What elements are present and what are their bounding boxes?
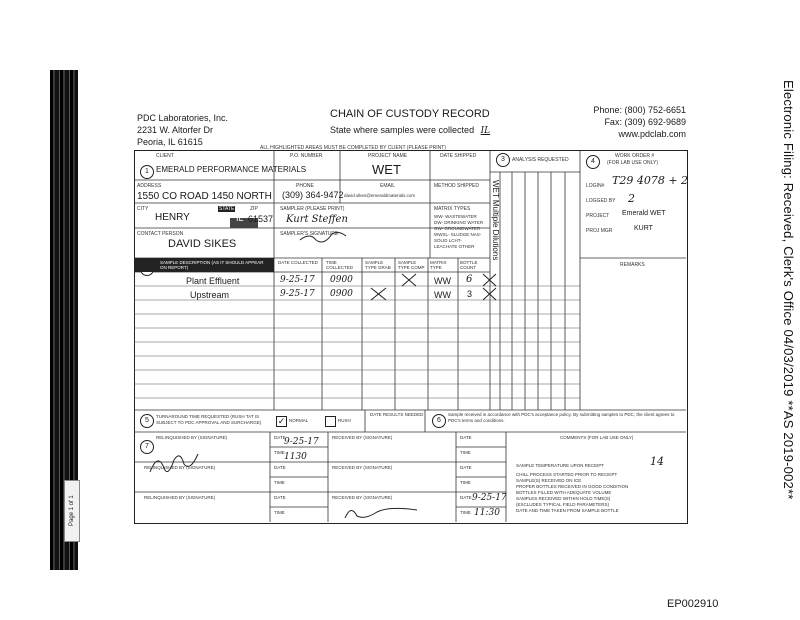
project-label: PROJECT NAME <box>368 153 408 159</box>
section-number: 4 <box>586 155 600 169</box>
sampler-label: SAMPLER (PLEASE PRINT) <box>280 206 345 212</box>
client-state: IL <box>236 213 244 223</box>
client-label: CLIENT <box>156 153 174 159</box>
lab-web: www.pdclab.com <box>618 129 686 139</box>
contact-label: CONTACT PERSON <box>137 231 184 237</box>
lab-project-value: Emerald WET <box>622 210 666 217</box>
proj-mgr-value: KURT <box>634 225 653 232</box>
po-label: P.O. NUMBER <box>290 153 323 159</box>
client-name: EMERALD PERFORMANCE MATERIALS <box>156 165 307 174</box>
date-label-1: DATE <box>274 435 286 440</box>
row2-bottle: 3 <box>467 289 473 299</box>
receipt-checks <box>516 472 666 514</box>
lab-use-only-label: (FOR LAB USE ONLY) <box>607 160 659 166</box>
state-label: STATE <box>219 206 235 212</box>
method-shipped-label: METHOD SHIPPED <box>434 183 480 189</box>
client-contact: DAVID SIKES <box>168 238 237 250</box>
electronic-filing-stamp: Electronic Filing: Received, Clerk's Office 04/03/2019 **AS 2019-002** <box>781 80 796 500</box>
client-email: david.sikes@emeraldmaterials.com <box>344 193 416 198</box>
zip-label: ZIP <box>250 206 258 212</box>
rx-time-label-3: TIME <box>460 510 471 515</box>
time-label-2: TIME <box>274 480 285 485</box>
rx-date-label-3: DATE <box>460 495 472 500</box>
time-header: TIME COLLECTED <box>326 260 354 270</box>
state-value: IL <box>480 126 491 136</box>
receipt-check-item: SAMPLE(S) RECEIVED ON ICE <box>516 478 582 483</box>
form-title: CHAIN OF CUSTODY RECORD <box>330 108 490 120</box>
time-label-3: TIME <box>274 510 285 515</box>
logged-by-value: 2 <box>628 192 635 205</box>
matrix-types-label: MATRIX TYPES <box>434 206 471 212</box>
date-results-label: DATE RESULTS NEEDED <box>370 412 424 417</box>
sampler-name: Kurt Steffen <box>286 214 348 225</box>
comp-header: SAMPLE TYPE COMP <box>398 260 425 270</box>
row1-date: 9-25-17 <box>280 275 315 285</box>
date-header: DATE COLLECTED <box>278 260 318 265</box>
rx-date-value-3: 9-25-17 <box>472 493 507 503</box>
relinquished-by-label-1: RELINQUISHED BY (SIGNATURE) <box>156 435 228 440</box>
receipt-check-item: (EXCLUDES TYPICAL FIELD PARAMETERS) <box>516 502 609 507</box>
received-by-label-2: RECEIVED BY (SIGNATURE) <box>332 465 393 470</box>
row2-desc: Upstream <box>190 290 230 300</box>
matrix-header: MATRIX TYPE <box>430 260 447 270</box>
work-order-label: WORK ORDER # <box>615 153 655 159</box>
login-number: T29 4078 + 2 <box>612 174 689 187</box>
temp-label: SAMPLE TEMPERATURE UPON RECEIPT <box>516 463 605 468</box>
section-number: 3 <box>496 153 510 167</box>
instructions-line: ALL HIGHLIGHTED AREAS MUST BE COMPLETED BY CLIENT (PLEASE PRINT) <box>260 145 446 151</box>
row1-time: 0900 <box>330 275 353 285</box>
receipt-check-item: PROPER BOTTLES RECEIVED IN GOOD CONDITION <box>516 484 629 489</box>
client-phone: (309) 364-9472 <box>282 190 344 200</box>
lab-name: PDC Laboratories, Inc. <box>137 113 229 123</box>
relinquished-by-label-2: RELINQUISHED BY (SIGNATURE) <box>144 465 216 470</box>
time-value-1: 1130 <box>284 452 307 462</box>
grab-header: SAMPLE TYPE GRAB <box>365 260 391 270</box>
email-label: EMAIL <box>380 183 396 189</box>
rx-time-label-2: TIME <box>460 480 471 485</box>
rush-label: RUSH <box>338 418 351 423</box>
client-city: HENRY <box>155 212 190 223</box>
bates-number: EP002910 <box>667 598 719 610</box>
client-zip: 61537 <box>248 214 274 224</box>
page-tag: Page 1 of 1 <box>64 480 80 542</box>
comments-label: COMMENTS (FOR LAB USE ONLY) <box>560 435 634 440</box>
wet-dilutions-label: WET Multiple Dilutions <box>491 180 500 261</box>
normal-label: NORMAL <box>289 418 309 423</box>
lab-project-label: PROJECT <box>586 213 610 219</box>
bottle-header: BOTTLE COUNT <box>460 260 478 270</box>
section-number: 7 <box>140 440 154 454</box>
address-label: ADDRESS <box>137 183 162 189</box>
receipt-check-item: SAMPLES RECEIVED WITHIN HOLD TIME(S) <box>516 496 611 501</box>
lab-street: 2231 W. Altorfer Dr <box>137 125 214 135</box>
row1-desc: Plant Effluent <box>186 276 240 286</box>
analysis-requested-label: ANALYSIS REQUESTED <box>512 157 569 163</box>
acceptance-note: Sample received in accordance with PDC's acceptance policy. By submitting samples to PDC, the client agrees to PDC's terms and conditions. <box>448 412 675 423</box>
section-number: 6 <box>432 414 446 428</box>
login-label: LOGIN# <box>586 183 605 189</box>
rx-time-value-3: 11:30 <box>474 508 500 518</box>
receipt-check-item: CHILL PROCESS STARTED PRIOR TO RECEIPT <box>516 472 618 477</box>
receipt-check-item: BOTTLES FILLED WITH ADEQUATE VOLUME <box>516 490 612 495</box>
relinquished-by-label-3: RELINQUISHED BY (SIGNATURE) <box>144 495 216 500</box>
date-shipped-label: DATE SHIPPED <box>440 153 477 159</box>
lab-phone: Phone: (800) 752-6651 <box>593 105 686 115</box>
lab-city: Peoria, IL 61615 <box>137 137 203 147</box>
sampler-signature-label: SAMPLER'S SIGNATURE <box>280 231 339 237</box>
section-number: 1 <box>140 165 154 179</box>
state-line-label: State where samples were collected <box>330 125 475 135</box>
proj-mgr-label: PROJ MGR <box>586 228 613 234</box>
row2-matrix: WW <box>434 290 451 300</box>
turnaround-text: TURNAROUND TIME REQUESTED (RUSH TAT IS SUBJECT TO PDC APPROVAL AND SURCHARGE) <box>156 414 262 425</box>
matrix-types-list: WW- WASTEWATER DW- DRINKING WATER GW- GROUNDWATER WWSL- SLUDGE NAS- SOLID LCHT- LEACHATE OTHER <box>434 214 484 249</box>
rx-date-label-1: DATE <box>460 435 472 440</box>
normal-checkbox[interactable]: ✓ <box>277 416 286 426</box>
rush-checkbox[interactable] <box>325 416 336 427</box>
row1-bottle: 6 <box>466 274 473 285</box>
received-by-label-3: RECEIVED BY (SIGNATURE) <box>332 495 393 500</box>
time-label-1: TIME <box>274 450 285 455</box>
section-number: 5 <box>140 414 154 428</box>
phone-label: PHONE <box>296 183 314 189</box>
temp-value: 14 <box>650 455 664 468</box>
logged-by-label: LOGGED BY <box>586 198 616 204</box>
client-address: 1550 CO ROAD 1450 NORTH <box>137 191 272 202</box>
date-label-3: DATE <box>274 495 286 500</box>
date-value-1: 9-25-17 <box>284 437 319 447</box>
city-label: CITY <box>137 206 149 212</box>
project-name: WET <box>372 162 401 177</box>
row2-date: 9-25-17 <box>280 289 315 299</box>
received-by-label-1: RECEIVED BY (SIGNATURE) <box>332 435 393 440</box>
rx-date-label-2: DATE <box>460 465 472 470</box>
row1-matrix: WW <box>434 276 451 286</box>
receipt-check-item: DATE AND TIME TAKEN FROM SAMPLE BOTTLE <box>516 508 619 513</box>
lab-fax: Fax: (309) 692-9689 <box>604 117 686 127</box>
desc-header: SAMPLE DESCRIPTION (AS IT SHOULD APPEAR ON REPORT) <box>160 260 264 270</box>
rx-time-label-1: TIME <box>460 450 471 455</box>
row2-time: 0900 <box>330 289 353 299</box>
remarks-label: REMARKS <box>620 262 645 268</box>
date-label-2: DATE <box>274 465 286 470</box>
